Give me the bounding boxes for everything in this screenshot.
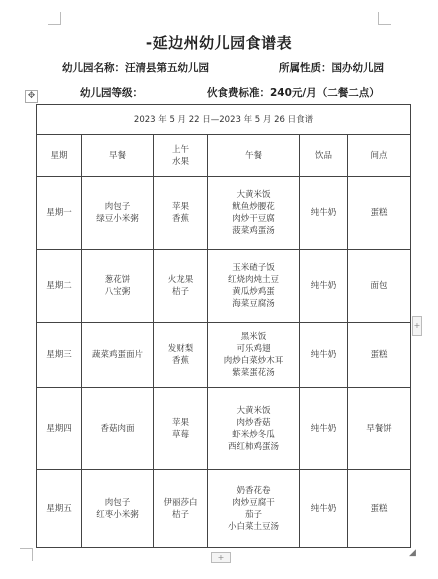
lunch-item: 菠菜鸡蛋汤	[232, 226, 275, 236]
fruit-cell[interactable]	[154, 470, 208, 548]
lunch-item: 可乐鸡翅	[236, 344, 271, 354]
fee-label: 伙食费标准：	[207, 87, 270, 99]
page-corner-mark-top-left	[48, 12, 61, 25]
lunch-item: 肉炒香菇	[236, 417, 271, 428]
fruit-item: 火龙果	[167, 275, 194, 285]
header-lunch[interactable]: 午餐	[208, 135, 300, 177]
breakfast-item: 肉包子	[104, 497, 131, 508]
fruit-item: 苹果	[171, 202, 189, 212]
fruit-cell[interactable]	[154, 323, 208, 388]
header-breakfast[interactable]: 早餐	[82, 135, 154, 177]
nature-value: 国办幼儿园	[331, 62, 384, 74]
meal-fee-line	[207, 85, 380, 100]
header-row	[37, 135, 411, 177]
add-row-handle-icon[interactable]: +	[211, 552, 231, 563]
table-resize-handle-icon[interactable]: ◢	[409, 548, 416, 558]
header-fruit[interactable]	[154, 135, 208, 177]
fruit-item: 桔子	[171, 509, 189, 520]
fee-value: 240元/月（二餐二点）	[270, 87, 380, 99]
header-fruit-line1: 上午	[171, 144, 189, 155]
snack-cell[interactable]: 蛋糕	[348, 177, 411, 250]
breakfast-item: 肉包子	[104, 202, 131, 212]
fruit-item: 草莓	[171, 429, 189, 440]
kindergarten-nature-line	[279, 60, 384, 75]
snack-cell[interactable]: 面包	[348, 250, 411, 323]
breakfast-cell[interactable]	[82, 388, 154, 470]
snack-cell[interactable]: 蛋糕	[348, 323, 411, 388]
lunch-item: 肉炒干豆腐	[232, 214, 275, 224]
lunch-cell[interactable]	[208, 250, 300, 323]
lunch-item: 玉米碴子饭	[232, 263, 275, 273]
breakfast-cell[interactable]	[82, 470, 154, 548]
table-row	[37, 250, 411, 323]
date-range-cell[interactable]: 2023 年 5 月 22 日—2023 年 5 月 26 日食谱	[37, 105, 411, 135]
kindergarten-name-label: 幼儿园名称：	[62, 62, 125, 74]
level-label: 幼儿园等级：	[80, 87, 143, 99]
fruit-item: 桔子	[171, 287, 189, 297]
lunch-item: 西红柿鸡蛋汤	[227, 441, 279, 452]
fruit-item: 发财梨	[167, 344, 194, 354]
snack-cell[interactable]: 蛋糕	[348, 470, 411, 548]
lunch-cell[interactable]	[208, 388, 300, 470]
lunch-cell[interactable]	[208, 177, 300, 250]
breakfast-item: 八宝粥	[104, 287, 131, 297]
kindergarten-level-line	[80, 85, 143, 100]
lunch-item: 小白菜土豆汤	[227, 521, 279, 532]
header-day[interactable]: 星期	[37, 135, 82, 177]
drink-cell[interactable]: 纯牛奶	[300, 323, 348, 388]
header-fruit-line2: 水果	[171, 156, 189, 167]
drink-cell[interactable]: 纯牛奶	[300, 177, 348, 250]
lunch-item: 大黄米饭	[236, 405, 271, 416]
lunch-item: 紫菜蛋花汤	[232, 368, 275, 378]
breakfast-cell[interactable]	[82, 323, 154, 388]
lunch-item: 黄瓜炒鸡蛋	[232, 287, 275, 297]
lunch-item: 红烧肉炖土豆	[227, 275, 279, 285]
drink-cell[interactable]: 纯牛奶	[300, 250, 348, 323]
day-cell[interactable]: 星期一	[37, 177, 82, 250]
lunch-item: 黑米饭	[240, 332, 267, 342]
lunch-item: 虾米炒冬瓜	[232, 429, 275, 440]
table-row	[37, 470, 411, 548]
fruit-item: 香蕉	[171, 214, 189, 224]
lunch-item: 海菜豆腐汤	[232, 299, 275, 309]
table-row	[37, 323, 411, 388]
fruit-item: 香蕉	[171, 356, 189, 366]
snack-cell[interactable]: 早餐饼	[348, 388, 411, 470]
fruit-cell[interactable]	[154, 388, 208, 470]
lunch-cell[interactable]	[208, 323, 300, 388]
date-range-row	[37, 105, 411, 135]
kindergarten-name-value: 汪清县第五幼儿园	[125, 62, 209, 74]
table-move-handle-icon[interactable]: ✥	[25, 90, 38, 103]
breakfast-item: 葱花饼	[104, 275, 131, 285]
lunch-item: 茄子	[244, 509, 262, 520]
document-title: -延边州幼儿园食谱表	[145, 34, 293, 52]
table-row	[37, 177, 411, 250]
breakfast-item: 绿豆小米粥	[96, 214, 139, 224]
lunch-item: 肉炒豆腐干	[232, 497, 275, 508]
add-column-handle-icon[interactable]: +	[412, 316, 422, 336]
day-cell[interactable]: 星期二	[37, 250, 82, 323]
breakfast-item: 蔬菜鸡蛋面片	[91, 350, 143, 360]
page-corner-mark-top-right	[378, 12, 391, 25]
breakfast-item: 香菇肉面	[100, 423, 135, 434]
lunch-item: 鱿鱼炒腰花	[232, 202, 275, 212]
fruit-item: 苹果	[171, 417, 189, 428]
lunch-item: 肉炒白菜炒木耳	[223, 356, 284, 366]
day-cell[interactable]: 星期五	[37, 470, 82, 548]
lunch-cell[interactable]	[208, 470, 300, 548]
menu-table	[36, 104, 411, 548]
fruit-item: 伊丽莎白	[163, 497, 198, 508]
fruit-cell[interactable]	[154, 177, 208, 250]
nature-label: 所属性质：	[279, 62, 332, 74]
header-snack[interactable]: 间点	[348, 135, 411, 177]
breakfast-cell[interactable]	[82, 177, 154, 250]
breakfast-cell[interactable]	[82, 250, 154, 323]
breakfast-item: 红枣小米粥	[96, 509, 139, 520]
day-cell[interactable]: 星期四	[37, 388, 82, 470]
lunch-item: 奶香花卷	[236, 485, 271, 496]
page-corner-mark-bottom-left	[20, 548, 33, 561]
kindergarten-name-line	[62, 60, 209, 75]
fruit-cell[interactable]	[154, 250, 208, 323]
table-row	[37, 388, 411, 470]
header-drink[interactable]: 饮品	[300, 135, 348, 177]
drink-cell[interactable]: 纯牛奶	[300, 470, 348, 548]
lunch-item: 大黄米饭	[236, 190, 271, 200]
drink-cell[interactable]: 纯牛奶	[300, 388, 348, 470]
day-cell[interactable]: 星期三	[37, 323, 82, 388]
